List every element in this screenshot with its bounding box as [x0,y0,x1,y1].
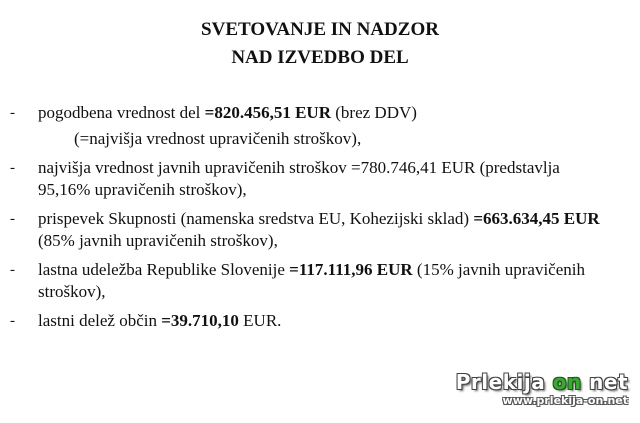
item-amount: =39.710,10 [161,311,239,330]
logo-brand-part3: net [581,370,628,394]
list-item [0,259,640,303]
bullet-marker: - [10,105,15,121]
bullet-marker: - [10,211,15,227]
logo-url: www.prlekija-on.net [502,394,628,407]
item-amount: =117.111,96 EUR [289,260,413,279]
item-text-suffix: (brez DDV) [331,103,417,122]
item-text: pogodbena vrednost del [38,103,205,122]
logo-brand-part1: Prlekija [455,370,553,394]
item-text: lastni delež občin [38,311,162,330]
item-indent-note: (=najvišja vrednost upravičenih stroškov), [74,129,362,148]
list-item [0,157,640,201]
item-text: lastna udeležba Republike Slovenije [38,260,290,279]
watermark-logo [456,370,628,408]
list-item [0,208,640,252]
item-text-suffix: (85% javnih upravičenih stroškov), [38,231,278,250]
slide-title-line-2: NAD IZVEDBO DEL [231,47,409,68]
bullet-marker: - [10,160,15,176]
bullet-marker: - [10,262,15,278]
slide-title-line-1: SVETOVANJE IN NADZOR [201,19,439,40]
logo-brand-accent: on [552,370,582,394]
list-item [0,310,640,332]
item-text: najvišja vrednost javnih upravičenih stroškov =780.746,41 EUR (predstavlja 95,16% upravičenih stroškov), [38,158,560,199]
logo-brand [456,370,628,394]
item-text-suffix: EUR. [238,311,282,330]
item-text: prispevek Skupnosti (namenska sredstva EU, Kohezijski sklad) [38,209,474,228]
list-item [0,102,640,150]
bullet-list [0,102,640,339]
item-amount: =820.456,51 EUR [204,103,331,122]
item-amount: =663.634,45 EUR [473,209,600,228]
item-text-suffix: (15% javnih upravičenih stroškov), [38,260,585,301]
bullet-marker: - [10,313,15,329]
